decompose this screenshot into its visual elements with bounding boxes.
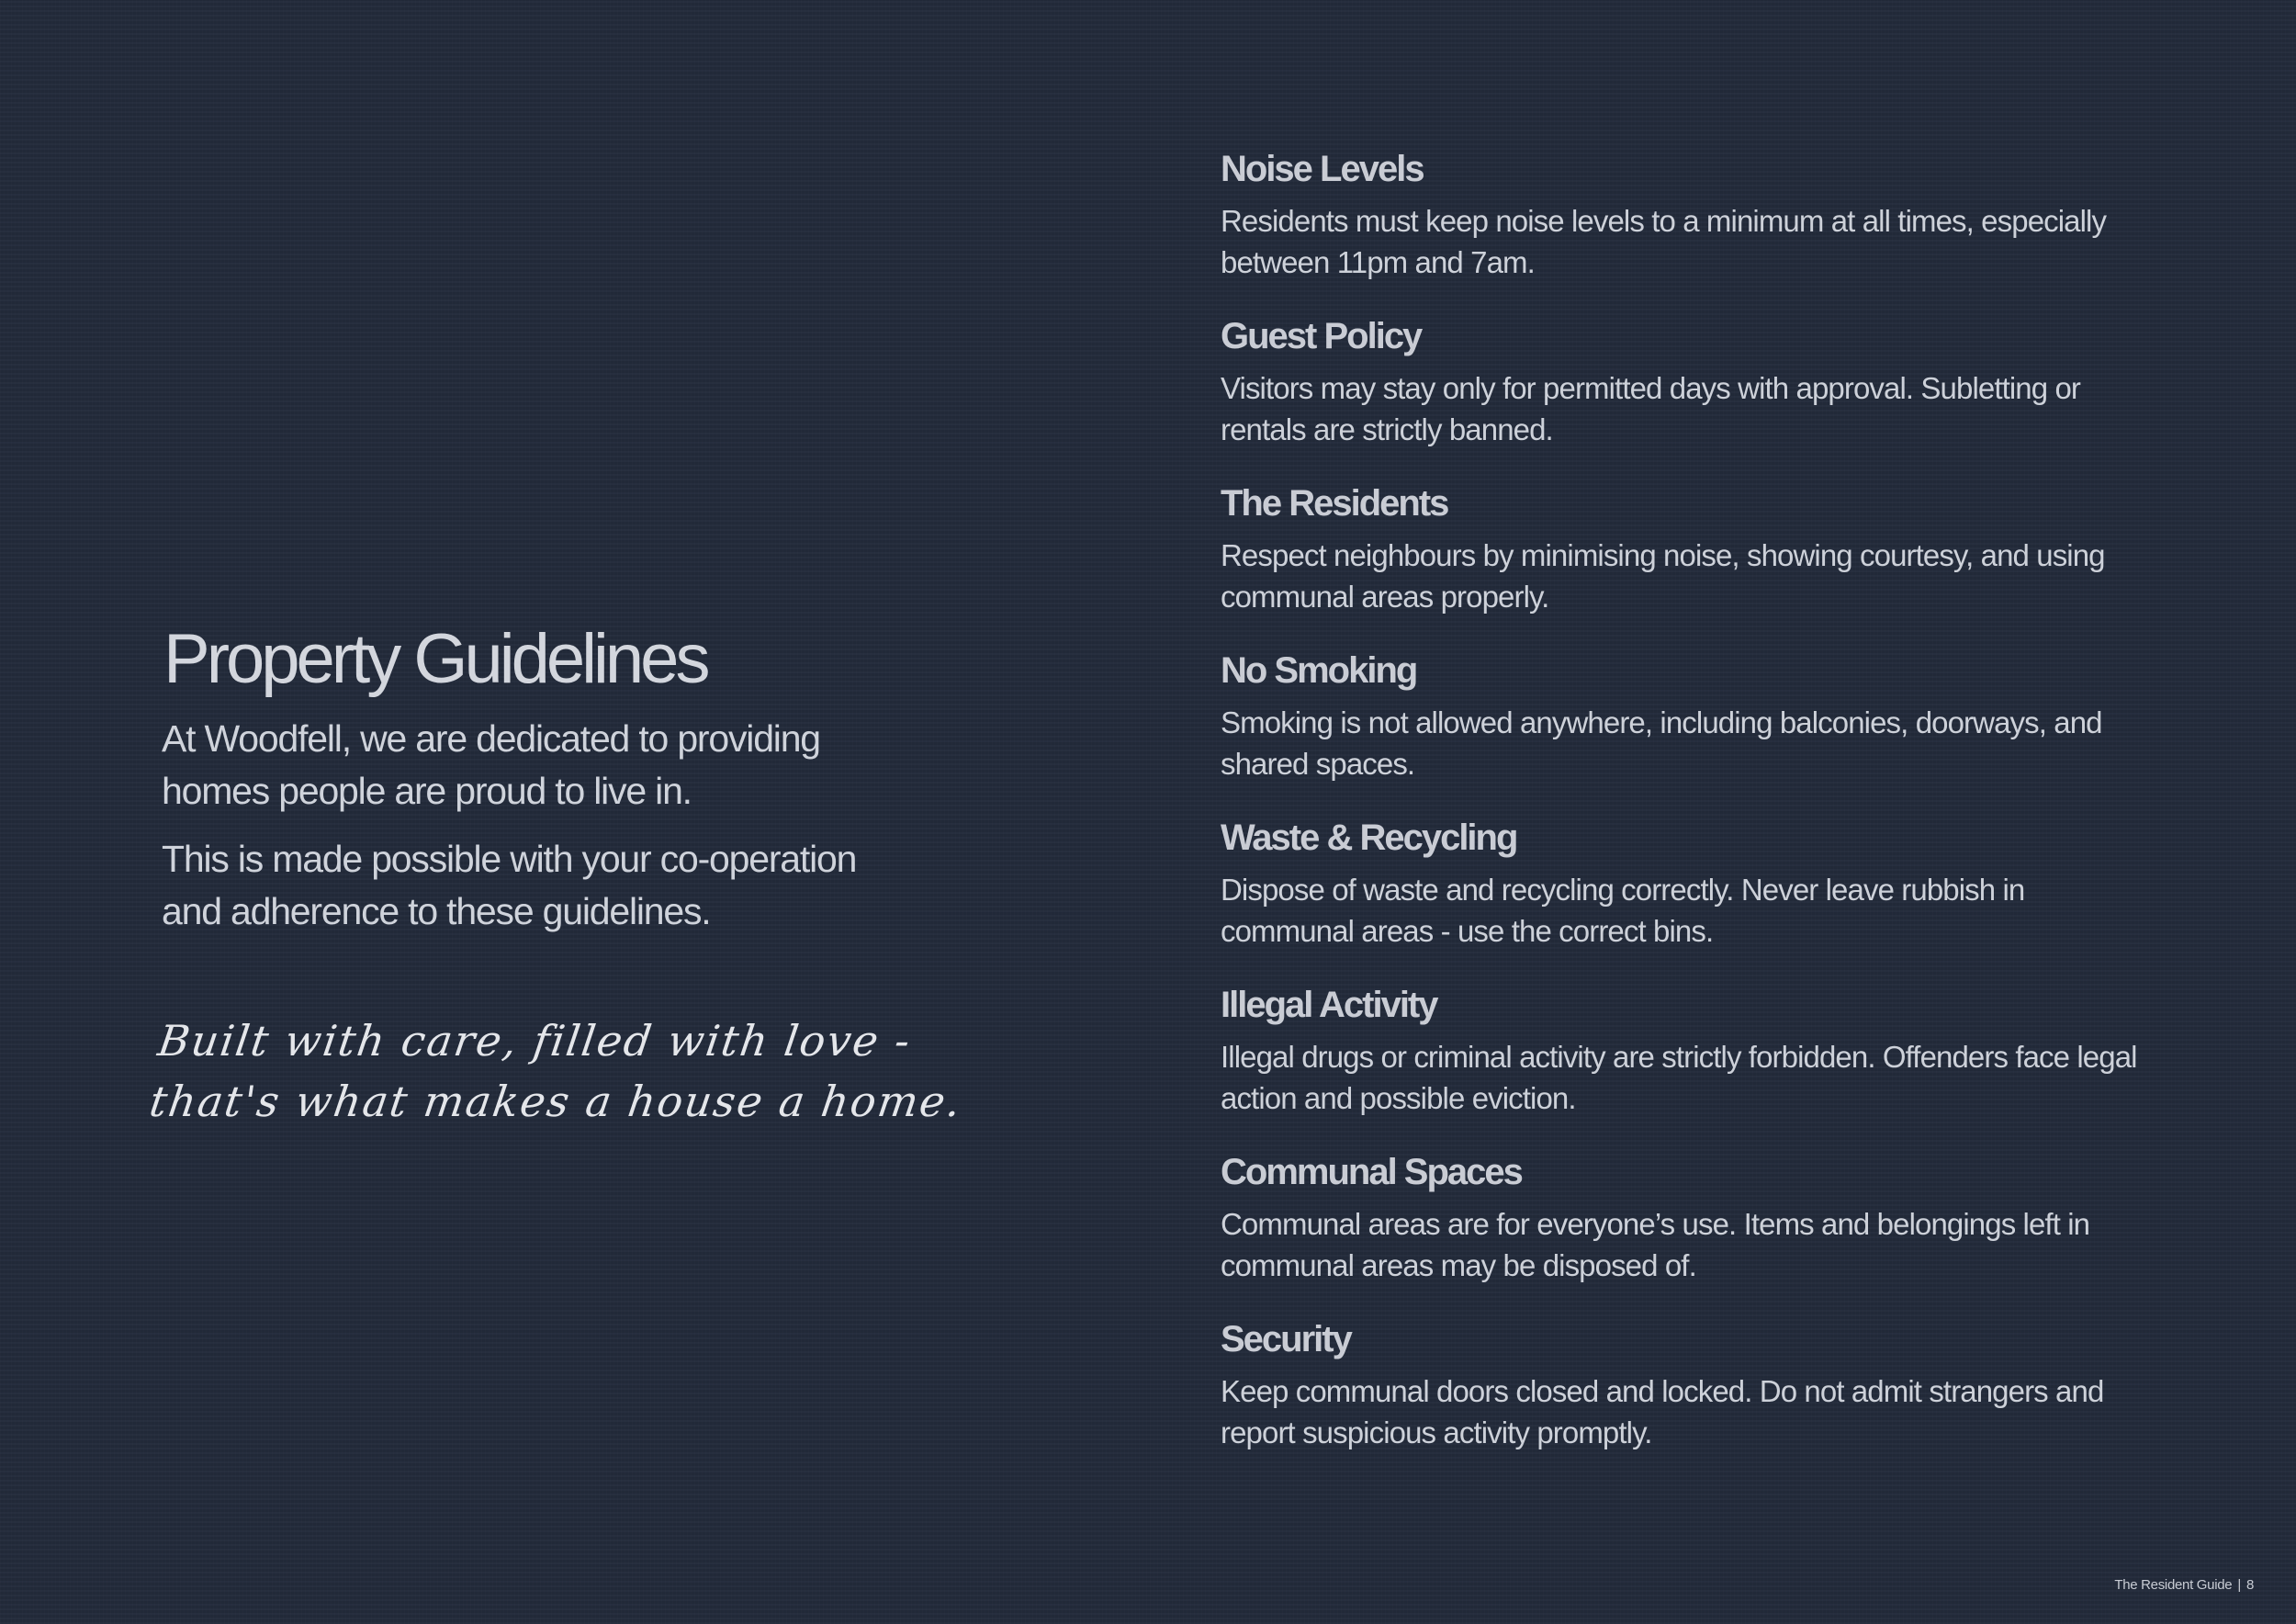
intro-paragraph: At Woodfell, we are dedicated to providing homes people are proud to live in. (162, 716, 820, 812)
guideline-guest-policy (1221, 312, 2157, 450)
guideline-heading: Communal Spaces (1221, 1152, 1522, 1192)
guideline-text: Illegal drugs or criminal activity are strictly forbidden. Offenders face legal action and possible eviction. (1221, 1040, 2137, 1115)
guidelines-list (1221, 145, 2157, 1483)
guideline-heading: The Residents (1221, 483, 1448, 524)
guideline-text: Respect neighbours by minimising noise, showing courtesy, and using communal areas properly. (1221, 538, 2105, 614)
guideline-heading: Guest Policy (1221, 316, 1422, 356)
guideline-illegal-activity (1221, 981, 2157, 1119)
intro-section (162, 620, 915, 953)
guideline-waste-recycling (1221, 814, 2157, 952)
guideline-no-smoking (1221, 647, 2157, 784)
quote-line: that's what makes a house a home. (146, 1077, 966, 1126)
guideline-heading: Waste & Recycling (1221, 818, 1517, 858)
guideline-text: Residents must keep noise levels to a minimum at all times, especially between 11pm and 7am. (1221, 204, 2107, 279)
handwritten-quote (146, 1010, 966, 1132)
guideline-text: Smoking is not allowed anywhere, including balconies, doorways, and shared spaces. (1221, 705, 2102, 781)
footer-separator: | (2237, 1577, 2241, 1593)
guideline-noise-levels (1221, 145, 2157, 283)
page-footer (2114, 1577, 2254, 1593)
quote-line: Built with care, filled with love - (154, 1016, 915, 1066)
guideline-text: Dispose of waste and recycling correctly. Never leave rubbish in communal areas - use the correct bins. (1221, 873, 2025, 948)
guideline-text: Communal areas are for everyone’s use. Items and belongings left in communal areas may be disposed of. (1221, 1207, 2090, 1282)
guideline-security (1221, 1315, 2157, 1453)
guideline-the-residents (1221, 479, 2157, 617)
footer-guide-name: The Resident Guide (2114, 1577, 2233, 1593)
guideline-text: Visitors may stay only for permitted days with approval. Subletting or rentals are strictly banned. (1221, 371, 2081, 446)
guideline-communal-spaces (1221, 1148, 2157, 1286)
guideline-heading: Illegal Activity (1221, 985, 1437, 1025)
guideline-heading: No Smoking (1221, 650, 1417, 691)
intro-paragraph: This is made possible with your co-operation and adherence to these guidelines. (162, 837, 857, 932)
page-title: Property Guidelines (163, 620, 707, 698)
guideline-heading: Noise Levels (1221, 149, 1424, 189)
guideline-heading: Security (1221, 1319, 1351, 1359)
page-number: 8 (2245, 1577, 2254, 1593)
guideline-text: Keep communal doors closed and locked. Do not admit strangers and report suspicious activity promptly. (1221, 1374, 2104, 1449)
